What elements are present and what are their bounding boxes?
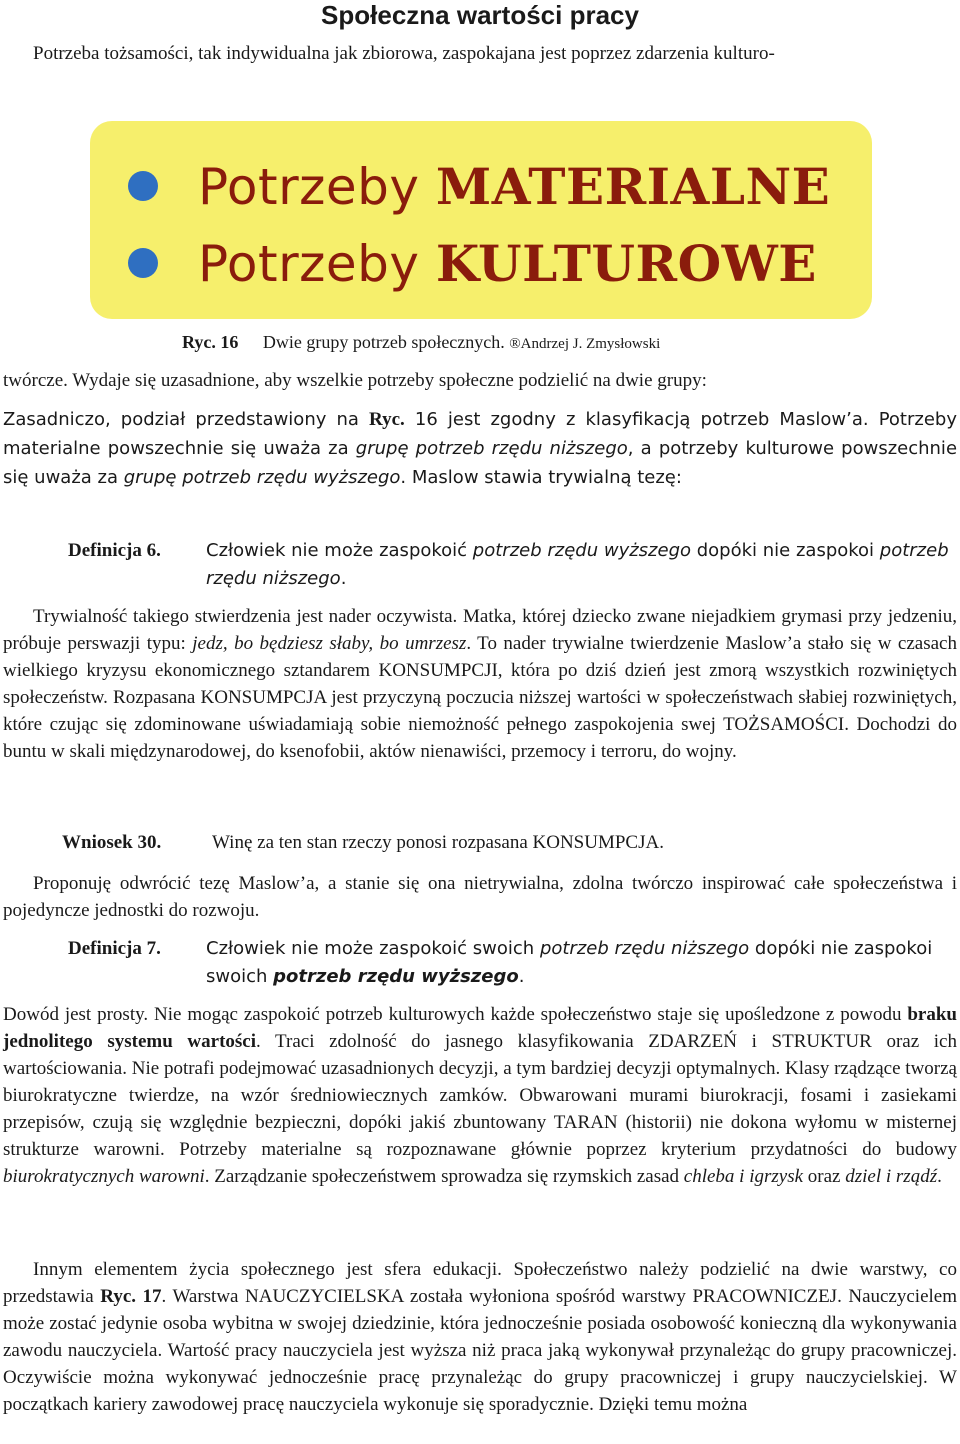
figure-reference: Ryc. 17 xyxy=(100,1286,162,1307)
text-run: 16 jest zgodny z klasyfikacją potrzeb Maslow’a. xyxy=(404,409,869,430)
text-run: , a potrzeby kulturowe powszechnie się uważa za xyxy=(3,438,958,488)
caption-label: Ryc. 16 xyxy=(182,332,239,352)
bullet-icon xyxy=(128,171,158,201)
italic-run: grupę potrzeb rzędu wyższego xyxy=(123,467,401,488)
italic-run: potrzeb rzędu niższego xyxy=(206,540,949,589)
bullet-icon xyxy=(128,248,158,278)
conclusion-label: Wniosek 30. xyxy=(62,832,162,853)
text-run: . xyxy=(937,1166,942,1187)
text-run: oraz xyxy=(803,1166,846,1187)
definition-label: Definicja 6. xyxy=(68,540,161,561)
figure-row-plain: Potrzeby xyxy=(198,234,436,293)
continuation-paragraph: twórcze. Wydaje się uzasadnione, aby wszelkie potrzeby społeczne podzielić na dwie grupy: xyxy=(3,370,707,391)
figure-row-material xyxy=(128,151,830,221)
text-run: dopóki nie zaspokoi swoich xyxy=(206,938,933,987)
italic-run: potrzeb rzędu niższego xyxy=(539,938,750,959)
text-run: Zasadniczo, podział przedstawiony na xyxy=(3,409,370,430)
definition-body xyxy=(206,935,957,991)
text-run: . Traci zdolność do jasnego klasyfikowania ZDARZEŃ i STRUKTUR oraz ich wartościowania. Nie potrafi podejmować uzasadnionych decyzji, a tym bardziej decyzji optymalnych. Klasy rządzące tworzą biurokratyczne twierdze, na wzór średniowiecznych zamków. Obwarowani murami biurokracji, fosami i zasiekami przepisów, czują się względnie bezpieczni, dopóki jakiś zbuntowany TARAN (historii) nie dokona wyłomu w misternej strukturze warowni. Potrzeby materialne są rozpoznawane głównie poprzez kryterium przydatności do budowy xyxy=(3,1031,957,1160)
text-run: . xyxy=(340,568,347,589)
text-run: Dowód jest prosty. Nie mogąc zaspokoić potrzeb kulturowych każde społeczeństwo staje się upośledzone z powodu xyxy=(3,1004,908,1025)
text-run: Człowiek nie może zaspokoić xyxy=(206,540,473,561)
bold-italic-run: potrzeb rzędu wyższego xyxy=(273,966,519,987)
italic-run: jedz, bo będziesz słaby, bo umrzesz xyxy=(192,633,467,654)
italic-run: chleba i igrzysk xyxy=(683,1166,804,1187)
italic-run: potrzeb rzędu wyższego xyxy=(472,540,692,561)
conclusion-body: Winę za ten stan rzeczy ponosi rozpasana KONSUMPCJA. xyxy=(212,832,664,853)
paragraph-dowod xyxy=(3,1001,957,1190)
definition-7 xyxy=(0,935,957,991)
intro-paragraph: Potrzeba tożsamości, tak indywidualna jak zbiorowa, zaspokajana jest poprzez zdarzenia kulturo- xyxy=(33,43,775,64)
text-run: Innym elementem życia społecznego jest sfera edukacji. Społeczeństwo należy podzielić na dwie warstwy, co przedstawia xyxy=(3,1259,957,1307)
page-title: Społeczna wartości pracy xyxy=(321,0,639,30)
text-run: . Maslow stawia trywialną tezę: xyxy=(400,467,682,488)
paragraph-innym xyxy=(3,1256,957,1418)
text-run: Człowiek nie może zaspokoić swoich xyxy=(206,938,540,959)
definition-label: Definicja 7. xyxy=(68,938,161,959)
italic-run: dziel i rządź xyxy=(845,1166,938,1187)
paragraph-trywialnosc xyxy=(3,603,957,765)
bold-run: braku jednolitego systemu wartości xyxy=(3,1004,957,1052)
italic-run: grupę potrzeb rzędu niższego xyxy=(355,438,628,459)
definition-body xyxy=(206,537,957,593)
figure-row-cultural xyxy=(128,228,817,298)
figure-caption xyxy=(182,331,660,355)
definition-6 xyxy=(0,537,957,593)
paragraph-zasadniczo xyxy=(3,405,957,492)
text-run: . xyxy=(518,966,525,987)
text-run: . To nader trywialne twierdzenie Maslow’a stało się w czasach wielkiego kryzysu ekonomicznego sztandarem KONSUMPCJI, która po dziś dzień jest zmorą wszystkich rozwiniętych społeczeństw. Rozpasana KONSUMPCJA jest przyczyną poczucia niższej wartości w społeczeństwach słabiej rozwiniętych, które czując się zdominowane uświadamiają sobie niemożność pełnego zaspokojenia swej TOŻSAMOŚCI. Dochodzi do buntu w skali międzynarodowej, do ksenofobii, aktów nienawiści, przemocy i terroru, do wojny. xyxy=(3,633,957,762)
figure-needs-groups xyxy=(90,121,872,319)
paragraph-proponuje: Proponuję odwrócić tezę Maslow’a, a stanie się ona nietrywialna, zdolna twórczo inspirować całe społeczeństwa i pojedyncze jednostki do rozwoju. xyxy=(3,873,957,921)
italic-run: biurokratycznych warowni xyxy=(3,1166,205,1187)
conclusion-30 xyxy=(0,829,957,857)
caption-credit: ®Andrzej J. Zmysłowski xyxy=(509,336,661,352)
figure-reference: Ryc. xyxy=(369,409,405,430)
figure-row-plain: Potrzeby xyxy=(198,157,436,216)
text-run: . Zarządzanie społeczeństwem sprowadza się rzymskich zasad xyxy=(204,1166,684,1187)
figure-row-bold: KULTUROWE xyxy=(435,233,817,293)
text-run: Trywialność takiego stwierdzenia jest nader oczywista. Matka, której dziecko zwane niejadkiem grymasi przy jedzeniu, próbuje perswazji typu: xyxy=(3,606,957,654)
caption-text: Dwie grupy potrzeb społecznych. xyxy=(262,332,510,352)
text-run: dopóki nie zaspokoi xyxy=(691,540,880,561)
text-run: Potrzeby materialne powszechnie się uważa za xyxy=(3,409,957,459)
text-run: . Warstwa NAUCZYCIELSKA została wyłoniona spośród warstwy PRACOWNICZEJ. Nauczycielem może zostać jedynie osoba wybitna w swojej dziedzinie, która jednocześnie posiada osobowość konieczną dla wykonywania zawodu nauczyciela. Wartość pracy nauczyciela jest wyższa niż praca jaką wykonywał przynależąc do grupy pracowniczej. Oczywiście można wykonywać jednocześnie pracę przynależąc do grupy pracowniczej i grupy nauczycielskiej. W początkach kariery zawodowej pracę nauczyciela wykonuje się sporadycznie. Dzięki temu można xyxy=(3,1286,958,1415)
figure-row-bold: MATERIALNE xyxy=(435,156,831,216)
